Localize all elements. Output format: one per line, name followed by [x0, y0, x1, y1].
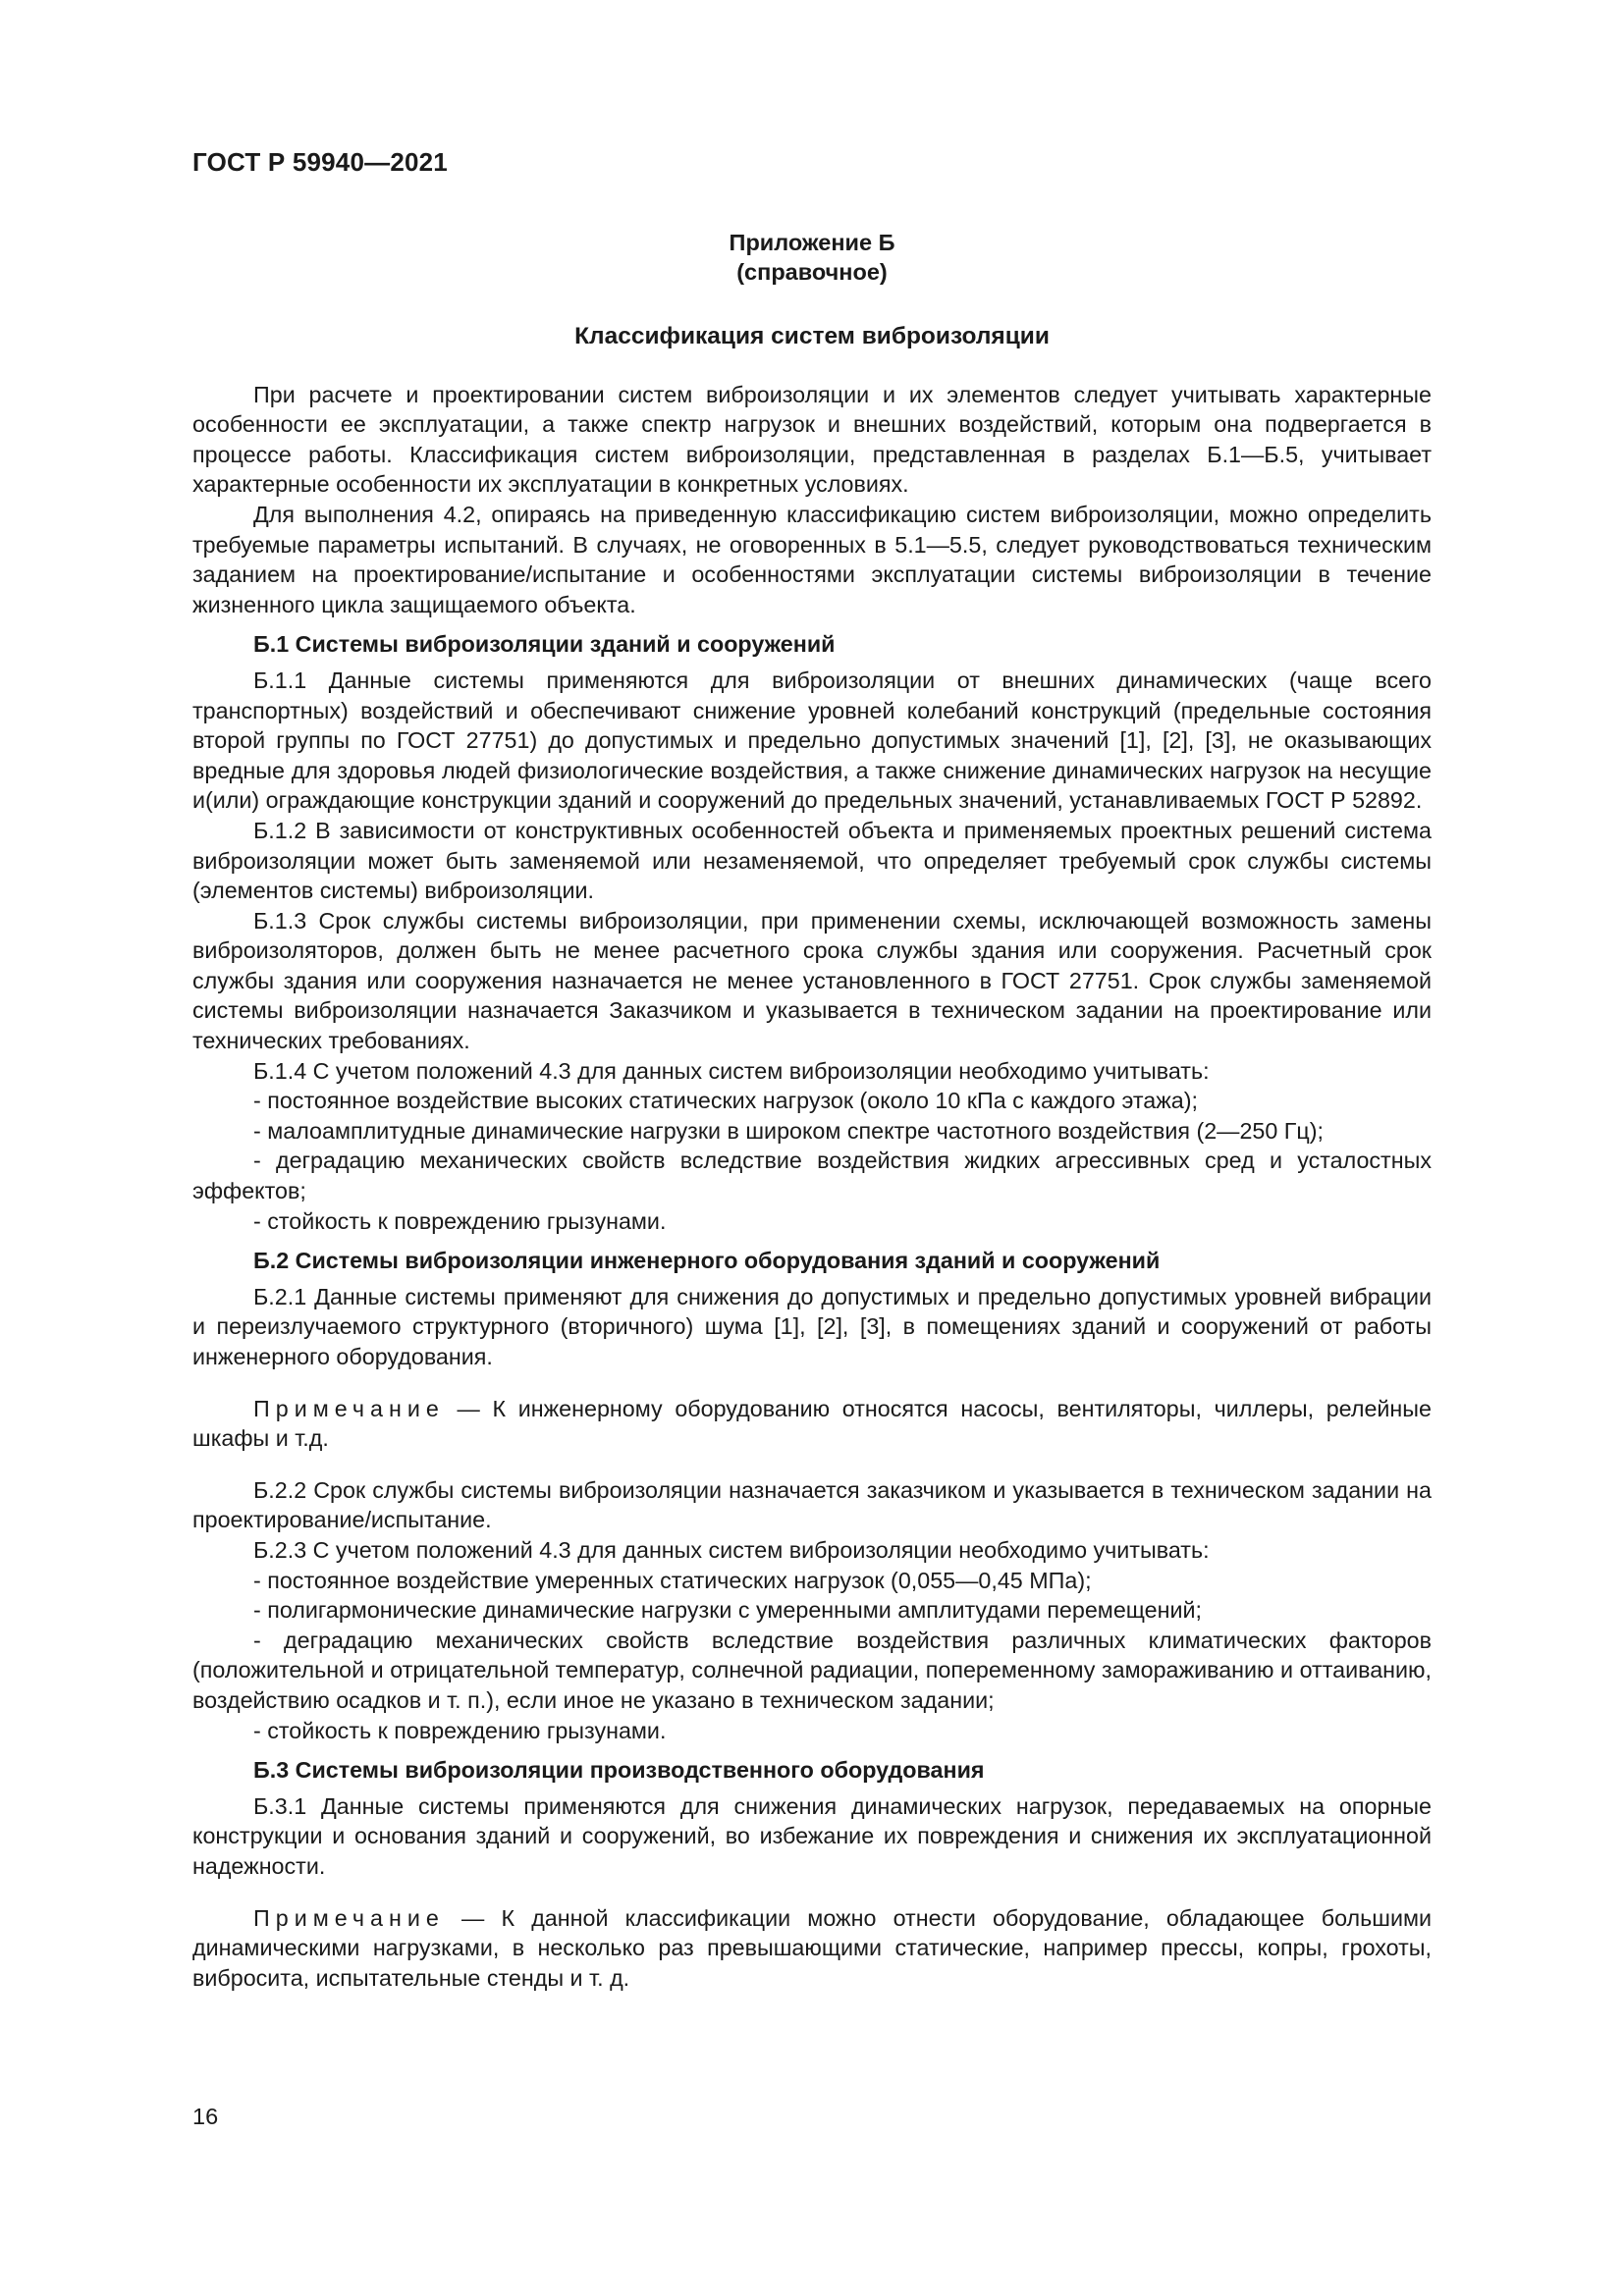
b1-paragraph-3: Б.1.3 Срок службы системы виброизоляции, при применении схемы, исключающей возможность замены виброизоляторов, должен быть не менее расчетного срока службы здания или сооружения. Расчетный срок службы здания или сооружения назначается не менее установленного в ГОСТ 27751. Срок службы заменяемой системы виброизоляции назначается Заказчиком и указывается в техническом задании на проектирование или технических требованиях.	[192, 907, 1432, 1054]
page-number: 16	[192, 2104, 219, 2129]
b1-paragraph-1: Б.1.1 Данные системы применяются для виброизоляции от внешних динамических (чаще всего транспортных) воздействий и обеспечивают снижение уровней колебаний конструкций (предельные состояния второй группы по ГОСТ 27751) до допустимых и предельно допустимых значений [1], [2], [3], не оказывающих вредные для здоровья людей физиологические воздействия, а также снижение динамических нагрузок на несущие и(или) ограждающие конструкции зданий и сооружений до предельных значений, устанавливаемых ГОСТ Р 52892.	[192, 667, 1432, 814]
b1-list-item-1: - постоянное воздействие высоких статических нагрузок (около 10 кПа с каждого этажа);	[253, 1088, 1198, 1114]
b2-note	[192, 1394, 1432, 1454]
appendix-subtitle: (справочное)	[736, 259, 888, 285]
appendix-heading: Классификация систем виброизоляции	[574, 323, 1050, 349]
intro-paragraph-1: При расчете и проектировании систем виброизоляции и их элементов следует учитывать характерные особенности ее эксплуатации, а также спектр нагрузок и внешних воздействий, которым она подвергается в процессе работы. Классификация систем виброизоляции, представленная в разделах Б.1—Б.5, учитывает характерные особенности их эксплуатации в конкретных условиях.	[192, 381, 1432, 498]
b2-paragraph-2: Б.2.2 Срок службы системы виброизоляции назначается заказчиком и указывается в техническом задании на проектирование/испытание.	[192, 1476, 1432, 1533]
section-b2-heading: Б.2 Системы виброизоляции инженерного оборудования зданий и сооружений	[253, 1248, 1161, 1274]
b2-note-label: Примечание	[253, 1395, 445, 1421]
b2-list-item-1: - постоянное воздействие умеренных статических нагрузок (0,055—0,45 МПа);	[253, 1567, 1092, 1593]
b2-list-item-2: - полигармонические динамические нагрузки с умеренными амплитудами перемещений;	[253, 1597, 1203, 1624]
intro-paragraph-2: Для выполнения 4.2, опираясь на приведенную классификацию систем виброизоляции, можно определить требуемые параметры испытаний. В случаях, не оговоренных в 5.1—5.5, следует руководствоваться техническим заданием на проектирование/испытание и особенностями эксплуатации системы виброизоляции в течение жизненного цикла защищаемого объекта.	[192, 501, 1432, 617]
appendix-title: Приложение Б	[729, 230, 895, 255]
b3-note	[192, 1903, 1432, 1994]
b2-paragraph-1: Б.2.1 Данные системы применяют для снижения до допустимых и предельно допустимых уровней вибрации и переизлучаемого структурного (вторичного) шума [1], [2], [3], в помещениях зданий и сооружений от работы инженерного оборудования.	[192, 1283, 1432, 1369]
b1-paragraph-4: Б.1.4 С учетом положений 4.3 для данных систем виброизоляции необходимо учитывать:	[253, 1057, 1210, 1084]
b3-note-text: — К данной классификации можно отнести оборудование, обладающее большими динамическими нагрузками, в несколько раз превышающими статические, например прессы, копры, грохоты, вибросита, испытательные стенды и т. д.	[192, 1904, 1432, 1991]
b1-list-item-3: - деградацию механических свойств вследствие воздействия жидких агрессивных сред и усталостных эффектов;	[192, 1148, 1432, 1204]
section-b3-heading: Б.3 Системы виброизоляции производственного оборудования	[253, 1757, 985, 1784]
b1-list-item-2: - малоамплитудные динамические нагрузки в широком спектре частотного воздействия (2—250 Гц);	[253, 1117, 1324, 1144]
b2-list-item-3: - деградацию механических свойств вследствие воздействия различных климатических факторов (положительной и отрицательной температур, солнечной радиации, попеременному замораживанию и оттаиванию, воздействию осадков и т. п.), если иное не указано в техническом задании;	[192, 1627, 1432, 1713]
section-b1-heading: Б.1 Системы виброизоляции зданий и сооружений	[253, 631, 836, 658]
document-body	[192, 228, 1432, 2014]
b2-list-item-4: - стойкость к повреждению грызунами.	[253, 1717, 667, 1743]
b1-list-item-4: - стойкость к повреждению грызунами.	[253, 1207, 667, 1234]
b3-note-label: Примечание	[253, 1904, 445, 1931]
b2-paragraph-3: Б.2.3 С учетом положений 4.3 для данных систем виброизоляции необходимо учитывать:	[253, 1536, 1210, 1563]
b1-paragraph-2: Б.1.2 В зависимости от конструктивных особенностей объекта и применяемых проектных решений система виброизоляции может быть заменяемой или незаменяемой, что определяет требуемый срок службы системы (элементов системы) виброизоляции.	[192, 817, 1432, 904]
document-code: ГОСТ Р 59940—2021	[192, 147, 448, 177]
b2-note-text: — К инженерному оборудованию относятся насосы, вентиляторы, чиллеры, релейные шкафы и т.д.	[192, 1395, 1432, 1452]
b3-paragraph-1: Б.3.1 Данные системы применяются для снижения динамических нагрузок, передаваемых на опорные конструкции и основания зданий и сооружений, во избежание их повреждения и снижения их эксплуатационной надежности.	[192, 1792, 1432, 1879]
